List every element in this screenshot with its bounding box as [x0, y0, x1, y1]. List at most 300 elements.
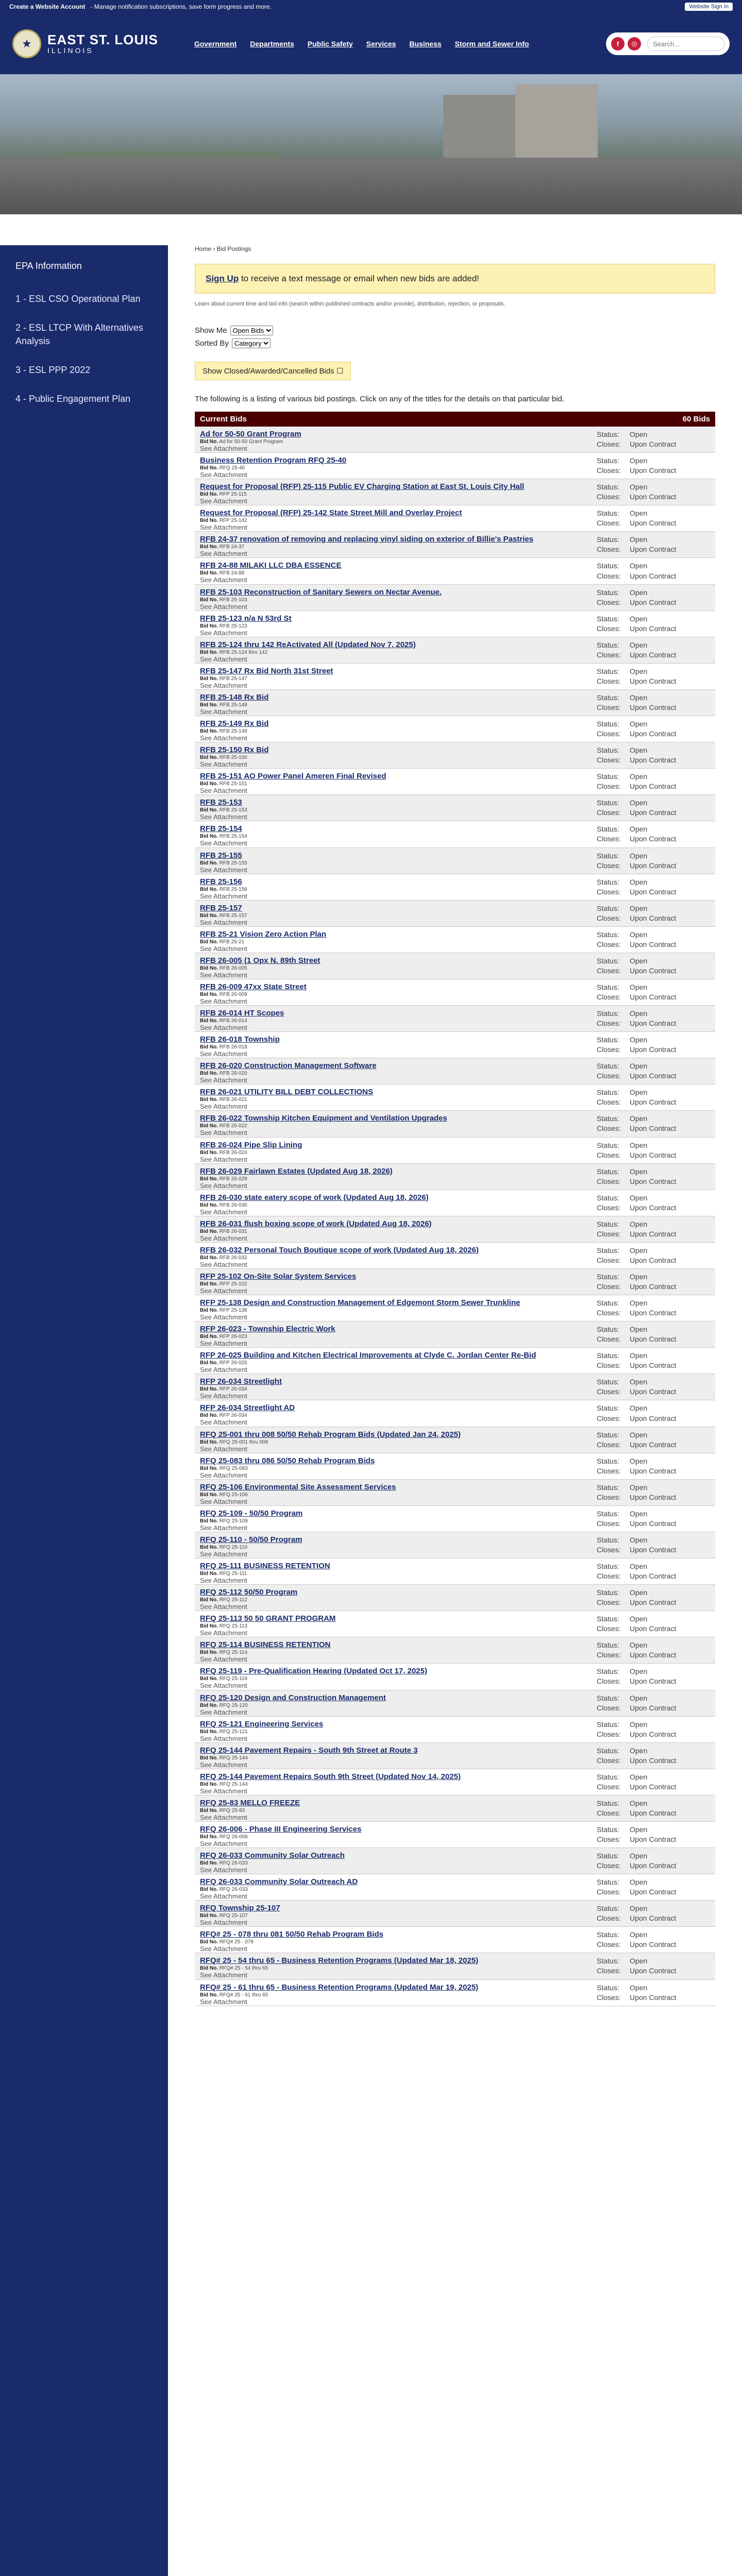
closes-label: Closes:	[597, 1203, 621, 1212]
see-attachment[interactable]: See Attachment	[200, 445, 247, 452]
bid-title-link[interactable]: RFP 26-023 - Township Electric Work	[200, 1325, 335, 1334]
closes-label: Closes:	[597, 1835, 621, 1844]
see-attachment[interactable]: See Attachment	[200, 1839, 247, 1848]
table-row	[195, 1506, 715, 1532]
status-label: Status:	[597, 720, 619, 728]
status-label: Status:	[597, 1983, 619, 1992]
table-row	[195, 742, 715, 769]
see-attachment[interactable]: See Attachment	[200, 971, 247, 979]
nav-departments[interactable]: Departments	[250, 40, 294, 48]
see-attachment[interactable]: See Attachment	[200, 997, 247, 1005]
bid-no-value: RFP 25-138	[219, 1308, 247, 1314]
bid-title-link[interactable]: RFB 26-020 Construction Management Software	[200, 1061, 377, 1071]
facebook-icon[interactable]: f	[611, 37, 625, 50]
table-row	[195, 1032, 715, 1058]
bids-table-header	[195, 412, 715, 427]
bid-title-link[interactable]: Request for Proposal (RFP) 25-115 Public EV Charging Station at East St. Louis City Hall	[200, 482, 525, 492]
see-attachment[interactable]: See Attachment	[200, 787, 247, 795]
sort-select[interactable]	[232, 338, 271, 348]
nav-storm-sewer[interactable]: Storm and Sewer Info	[454, 40, 529, 48]
bid-status	[597, 1588, 710, 1607]
see-attachment[interactable]: See Attachment	[200, 497, 247, 505]
site-header	[0, 13, 742, 74]
bid-title-link[interactable]: Ad for 50-50 Grant Program	[200, 430, 301, 438]
sidebar-title[interactable]: EPA Information	[15, 261, 82, 271]
bid-number	[200, 1281, 571, 1287]
bid-no-value: RFP 26-023	[219, 1334, 247, 1340]
sign-in-button[interactable]: Website Sign In	[685, 3, 733, 11]
see-attachment[interactable]: See Attachment	[200, 734, 247, 742]
see-attachment[interactable]: See Attachment	[200, 1103, 247, 1111]
bid-title-link[interactable]: RFQ 25-111 BUSINESS RETENTION	[200, 1562, 330, 1571]
bid-title-link[interactable]: RFB 25-103 Reconstruction of Sanitary Sewers on Nectar Avenue.	[200, 587, 442, 597]
bid-status	[597, 1377, 710, 1397]
see-attachment[interactable]: See Attachment	[200, 1603, 247, 1611]
table-row	[195, 1927, 715, 1953]
table-row	[195, 1480, 715, 1506]
bid-no-label: Bid No.	[200, 860, 218, 866]
status-value: Open	[630, 772, 648, 781]
bid-status	[597, 1851, 710, 1871]
see-attachment[interactable]: See Attachment	[200, 1471, 247, 1479]
table-row	[195, 479, 715, 505]
closes-value: Upon Contract	[630, 545, 677, 554]
closes-label: Closes:	[597, 1466, 621, 1475]
status-label: Status:	[597, 430, 619, 438]
bid-title-link[interactable]: RFQ 25-112 50/50 Program	[200, 1588, 298, 1597]
sidebar-item-ltcp[interactable]: 2 - ESL LTCP With Alternatives Analysis	[15, 323, 143, 346]
logo-city: EAST ST. LOUIS	[47, 32, 158, 47]
see-attachment[interactable]: See Attachment	[200, 1523, 247, 1532]
closes-value: Upon Contract	[630, 730, 677, 738]
see-attachment[interactable]: See Attachment	[200, 1866, 247, 1874]
bid-title-link[interactable]: RFQ 26-033 Community Solar Outreach	[200, 1851, 345, 1860]
bid-title-link[interactable]: Business Retention Program RFQ 25-40	[200, 456, 347, 465]
closes-value: Upon Contract	[630, 940, 677, 948]
see-attachment[interactable]: See Attachment	[200, 1418, 247, 1427]
closes-label: Closes:	[597, 940, 621, 948]
bid-status	[597, 1246, 710, 1265]
status-value: Open	[630, 1852, 648, 1860]
see-attachment[interactable]: See Attachment	[200, 1629, 247, 1637]
see-attachment[interactable]: See Attachment	[200, 1497, 247, 1505]
status-value: Open	[630, 1483, 648, 1492]
see-attachment[interactable]: See Attachment	[200, 576, 247, 584]
table-row	[195, 1980, 715, 2006]
bid-no-label: Bid No.	[200, 1281, 218, 1287]
bid-number	[200, 1386, 571, 1392]
bid-title-link[interactable]: RFQ 26-033 Community Solar Outreach AD	[200, 1877, 358, 1887]
bid-no-value: RFQ 25-121	[219, 1728, 248, 1735]
see-attachment[interactable]: See Attachment	[200, 944, 247, 953]
see-attachment[interactable]: See Attachment	[200, 866, 247, 874]
bid-title-link[interactable]: RFQ 25-110 - 50/50 Program	[200, 1535, 302, 1544]
bid-no-value: RFP 26-034	[219, 1386, 247, 1393]
bid-no-value: RFP 25-142	[219, 518, 247, 524]
bid-status	[597, 1061, 710, 1081]
see-attachment[interactable]: See Attachment	[200, 760, 247, 769]
status-label: Status:	[597, 746, 619, 755]
bid-number	[200, 439, 571, 445]
bid-title-link[interactable]: RFB 26-032 Personal Touch Boutique scope of work (Updated Aug 18, 2026)	[200, 1245, 479, 1255]
status-value: Open	[630, 720, 648, 728]
closes-value: Upon Contract	[630, 493, 677, 501]
nav-services[interactable]: Services	[366, 40, 396, 48]
bid-no-label: Bid No.	[200, 649, 218, 655]
bid-no-value: RFQ# 25 - 54 thru 65	[219, 1965, 268, 1972]
see-attachment[interactable]: See Attachment	[200, 1734, 247, 1742]
bid-title-link[interactable]: RFB 25-155	[200, 851, 242, 860]
bid-title-link[interactable]: RFQ 25-83 MELLO FREEZE	[200, 1798, 300, 1807]
bid-title-link[interactable]: RFP 25-138 Design and Construction Management of Edgemont Storm Sewer Trunkline	[200, 1298, 520, 1308]
see-attachment[interactable]: See Attachment	[200, 1155, 247, 1163]
see-attachment[interactable]: See Attachment	[200, 1340, 247, 1348]
bid-title-link[interactable]: RFB 26-018 Township	[200, 1035, 280, 1044]
status-label: Status:	[597, 614, 619, 623]
bid-no-label: Bid No.	[200, 1492, 218, 1498]
show-closed-checkbox[interactable]	[195, 362, 351, 380]
bid-title-link[interactable]: RFB 26-014 HT Scopes	[200, 1009, 284, 1018]
see-attachment[interactable]: See Attachment	[200, 1076, 247, 1084]
bid-number	[200, 518, 571, 523]
table-row	[195, 1111, 715, 1137]
bid-title-link[interactable]: RFB 25-148 Rx Bid	[200, 692, 269, 702]
closes-value: Upon Contract	[630, 861, 677, 870]
see-attachment[interactable]: See Attachment	[200, 1550, 247, 1558]
bid-number	[200, 1518, 571, 1524]
sidebar	[0, 245, 168, 2576]
closes-label: Closes:	[597, 519, 621, 528]
bid-no-label: Bid No.	[200, 1939, 218, 1945]
bid-title-link[interactable]: RFQ 26-006 - Phase III Engineering Services	[200, 1824, 362, 1834]
bid-title-link[interactable]: RFQ 25-121 Engineering Services	[200, 1719, 324, 1728]
bid-number	[200, 1229, 571, 1234]
see-attachment[interactable]: See Attachment	[200, 1760, 247, 1769]
see-attachment[interactable]: See Attachment	[200, 602, 247, 611]
status-label: Status:	[597, 1615, 619, 1623]
bid-status	[597, 956, 710, 976]
breadcrumb[interactable]: Home › Bid Postings	[195, 245, 251, 252]
bid-title-link[interactable]: RFQ 25-083 thru 086 50/50 Rehab Program Bids	[200, 1456, 375, 1465]
bid-title-link[interactable]: RFB 26-030 state eatery scope of work (Updated Aug 18, 2026)	[200, 1193, 429, 1202]
site-logo[interactable]	[12, 29, 158, 58]
table-row	[195, 821, 715, 848]
see-attachment[interactable]: See Attachment	[200, 1655, 247, 1664]
status-label: Status:	[597, 1430, 619, 1439]
bid-title-link[interactable]: RFB 25-153	[200, 798, 242, 807]
closes-value: Upon Contract	[630, 1493, 677, 1501]
status-label: Status:	[597, 1351, 619, 1360]
see-attachment[interactable]: See Attachment	[200, 471, 247, 479]
bid-no-label: Bid No.	[200, 1965, 218, 1972]
bid-title-link[interactable]: RFQ 25-113 50 50 GRANT PROGRAM	[200, 1614, 336, 1623]
table-row	[195, 1321, 715, 1348]
bid-number	[200, 939, 571, 945]
bid-title-link[interactable]: RFB 26-005 (1 Opx N. 89th Street	[200, 956, 321, 965]
see-attachment[interactable]: See Attachment	[200, 1971, 247, 1979]
sidebar-item-cso-plan[interactable]: 1 - ESL CSO Operational Plan	[15, 294, 141, 304]
bid-no-label: Bid No.	[200, 1728, 218, 1735]
bid-number	[200, 1913, 571, 1919]
see-attachment[interactable]: See Attachment	[200, 1892, 247, 1901]
bid-no-value: RFB 25-156	[219, 886, 247, 892]
bid-number	[200, 1545, 571, 1550]
create-account-link[interactable]: Create a Website Account	[9, 3, 86, 10]
closes-label: Closes:	[597, 650, 621, 659]
see-attachment[interactable]: See Attachment	[200, 918, 247, 926]
bid-title-link[interactable]: RFB 25-151 AO Power Panel Ameren Final Revised	[200, 772, 386, 781]
see-attachment[interactable]: See Attachment	[200, 550, 247, 558]
bid-no-label: Bid No.	[200, 807, 218, 814]
see-attachment[interactable]: See Attachment	[200, 1313, 247, 1321]
see-attachment[interactable]: See Attachment	[200, 1129, 247, 1137]
status-label: Status:	[597, 1825, 619, 1834]
closes-label: Closes:	[597, 1177, 621, 1185]
status-label: Status:	[597, 904, 619, 912]
see-attachment[interactable]: See Attachment	[200, 1445, 247, 1453]
bid-title-link[interactable]: RFB 25-150 Rx Bid	[200, 745, 269, 755]
status-value: Open	[630, 1167, 648, 1176]
bid-no-value: RFB 26-029	[219, 1176, 247, 1182]
status-label: Status:	[597, 1483, 619, 1492]
bid-title-link[interactable]: RFB 25-147 Rx Bid North 31st Street	[200, 666, 333, 675]
bid-status	[597, 1035, 710, 1055]
bid-status	[597, 1114, 710, 1133]
table-row	[195, 1243, 715, 1269]
closes-value: Upon Contract	[630, 1545, 677, 1554]
bid-title-link[interactable]: RFB 25-156	[200, 877, 242, 886]
see-attachment[interactable]: See Attachment	[200, 813, 247, 821]
bid-title-link[interactable]: RFQ 25-001 thru 008 50/50 Rehab Program Bids (Updated Jan 24, 2025)	[200, 1430, 461, 1439]
signup-link[interactable]: Sign Up	[206, 274, 239, 283]
bid-no-label: Bid No.	[200, 1308, 218, 1314]
closes-label: Closes:	[597, 1361, 621, 1370]
see-attachment[interactable]: See Attachment	[200, 707, 247, 716]
checkbox-icon[interactable]: ☐	[336, 367, 344, 376]
bid-status	[597, 1298, 710, 1318]
bid-title-link[interactable]: RFP 26-034 Streetlight	[200, 1377, 282, 1386]
show-select[interactable]	[230, 326, 273, 335]
closes-value: Upon Contract	[630, 1940, 677, 1949]
bid-title-link[interactable]: RFP 26-025 Building and Kitchen Electrical Improvements at Clyde C. Jordan Center Re-Bid	[200, 1351, 536, 1360]
bid-no-label: Bid No.	[200, 570, 218, 577]
closes-label: Closes:	[597, 1414, 621, 1422]
bid-title-link[interactable]: RFB 25-124 thru 142 ReActivated All (Updated Nov 7, 2025)	[200, 640, 416, 649]
bid-title-link[interactable]: RFB 25-154	[200, 824, 242, 834]
closes-label: Closes:	[597, 1150, 621, 1159]
bids-list	[195, 427, 715, 2006]
closes-value: Upon Contract	[630, 1256, 677, 1264]
status-value: Open	[630, 1456, 648, 1465]
see-attachment[interactable]: See Attachment	[200, 1366, 247, 1374]
bid-title-link[interactable]: RFB 24-37 renovation of removing and replacing vinyl siding on exterior of Billie's Pastries	[200, 535, 534, 544]
bid-no-value: RFB 25-147	[219, 675, 247, 682]
bid-no-value: RFQ 25-083	[219, 1465, 248, 1471]
see-attachment[interactable]: See Attachment	[200, 1287, 247, 1295]
closes-value: Upon Contract	[630, 1466, 677, 1475]
bid-title-link[interactable]: RFQ# 25 - 54 thru 65 - Business Retention Programs (Updated Mar 18, 2025)	[200, 1956, 479, 1965]
bid-no-value: RFB 26-024	[219, 1149, 247, 1156]
bid-status	[597, 430, 710, 449]
table-row	[195, 1637, 715, 1664]
see-attachment[interactable]: See Attachment	[200, 1050, 247, 1058]
bid-title-link[interactable]: RFB 26-022 Township Kitchen Equipment and Ventilation Upgrades	[200, 1114, 447, 1123]
bid-title-link[interactable]: RFQ 25-144 Pavement Repairs South 9th Street (Updated Nov 14, 2025)	[200, 1772, 461, 1781]
see-attachment[interactable]: See Attachment	[200, 655, 247, 663]
see-attachment[interactable]: See Attachment	[200, 1919, 247, 1927]
bid-status	[597, 509, 710, 528]
bid-title-link[interactable]: RFQ 25-109 - 50/50 Program	[200, 1509, 303, 1518]
search-input[interactable]	[647, 37, 724, 51]
bid-no-value: RFP 25-102	[219, 1281, 247, 1287]
bid-status	[597, 1272, 710, 1292]
bid-number	[200, 1965, 571, 1971]
see-attachment[interactable]: See Attachment	[200, 1181, 247, 1190]
see-attachment[interactable]: See Attachment	[200, 629, 247, 637]
bid-no-value: RFB 26-005	[219, 965, 247, 971]
bid-title-link[interactable]: RFQ 25-120 Design and Construction Management	[200, 1693, 386, 1702]
see-attachment[interactable]: See Attachment	[200, 1260, 247, 1268]
table-row	[195, 1848, 715, 1874]
closes-value: Upon Contract	[630, 835, 677, 843]
see-attachment[interactable]: See Attachment	[200, 892, 247, 900]
status-label: Status:	[597, 851, 619, 860]
bid-title-link[interactable]: RFB 26-009 47xx State Street	[200, 982, 307, 991]
status-value: Open	[630, 1009, 648, 1018]
signup-text: to receive a text message or email when new bids are added!	[239, 274, 480, 283]
bid-number	[200, 1413, 571, 1418]
see-attachment[interactable]: See Attachment	[200, 1708, 247, 1716]
nav-government[interactable]: Government	[194, 40, 237, 48]
sidebar-item-ppp[interactable]: 3 - ESL PPP 2022	[15, 365, 91, 375]
bid-number	[200, 1492, 571, 1498]
table-row	[195, 505, 715, 532]
table-row	[195, 1084, 715, 1111]
bid-status	[597, 1956, 710, 1976]
closes-label: Closes:	[597, 1703, 621, 1712]
bid-no-label: Bid No.	[200, 781, 218, 787]
bid-title-link[interactable]: RFQ 25-114 BUSINESS RETENTION	[200, 1640, 331, 1650]
closes-label: Closes:	[597, 1756, 621, 1765]
nav-public-safety[interactable]: Public Safety	[307, 40, 353, 48]
closes-label: Closes:	[597, 913, 621, 922]
status-label: Status:	[597, 667, 619, 675]
bid-status	[597, 1456, 710, 1476]
status-label: Status:	[597, 1088, 619, 1097]
bid-no-value: RFB 25-123	[219, 623, 247, 629]
bid-status	[597, 1009, 710, 1028]
see-attachment[interactable]: See Attachment	[200, 839, 247, 848]
see-attachment[interactable]: See Attachment	[200, 1024, 247, 1032]
bid-status	[597, 561, 710, 581]
bid-status	[597, 772, 710, 791]
bid-title-link[interactable]: RFP 25-102 On-Site Solar System Services	[200, 1272, 357, 1281]
closes-value: Upon Contract	[630, 1124, 677, 1133]
bid-no-value: RFB 25-150	[219, 755, 247, 761]
see-attachment[interactable]: See Attachment	[200, 1997, 247, 2006]
bid-status	[597, 1825, 710, 1844]
bid-title-link[interactable]: RFB 24-88 MILAKI LLC DBA ESSENCE	[200, 561, 342, 570]
status-value: Open	[630, 851, 648, 860]
bid-title-link[interactable]: RFB 25-123 n/a N 53rd St	[200, 614, 292, 623]
status-value: Open	[630, 1746, 648, 1755]
see-attachment[interactable]: See Attachment	[200, 1392, 247, 1400]
bid-title-link[interactable]: RFB 25-21 Vision Zero Action Plan	[200, 929, 327, 939]
bid-title-link[interactable]: RFQ# 25 - 61 thru 65 - Business Retention Programs (Updated Mar 19, 2025)	[200, 1982, 479, 1992]
bid-title-link[interactable]: RFB 26-031 flush boxing scope of work (Updated Aug 18, 2026)	[200, 1219, 432, 1228]
bid-no-label: Bid No.	[200, 702, 218, 708]
status-value: Open	[630, 956, 648, 965]
table-row	[195, 453, 715, 479]
bid-title-link[interactable]: Request for Proposal (RFP) 25-142 State Street Mill and Overlay Project	[200, 509, 462, 518]
bid-title-link[interactable]: RFB 26-024 Pipe Slip Lining	[200, 1140, 302, 1149]
social-search	[606, 32, 730, 55]
see-attachment[interactable]: See Attachment	[200, 1208, 247, 1216]
bid-no-label: Bid No.	[200, 1149, 218, 1156]
bid-title-link[interactable]: RFQ 25-144 Pavement Repairs - South 9th Street at Route 3	[200, 1745, 418, 1755]
closes-value: Upon Contract	[630, 1861, 677, 1870]
bid-no-label: Bid No.	[200, 675, 218, 682]
table-row	[195, 1717, 715, 1743]
bid-title-link[interactable]: RFQ# 25 - 078 thru 081 50/50 Rehab Program Bids	[200, 1930, 383, 1939]
see-attachment[interactable]: See Attachment	[200, 1234, 247, 1242]
bid-no-value: RFQ 25-40	[219, 465, 245, 471]
bid-title-link[interactable]: RFB 25-149 Rx Bid	[200, 719, 269, 728]
see-attachment[interactable]: See Attachment	[200, 1945, 247, 1953]
see-attachment[interactable]: See Attachment	[200, 681, 247, 689]
bid-no-label: Bid No.	[200, 1439, 218, 1445]
bid-no-label: Bid No.	[200, 1781, 218, 1787]
see-attachment[interactable]: See Attachment	[200, 1577, 247, 1585]
closes-value: Upon Contract	[630, 1782, 677, 1791]
status-value: Open	[630, 1772, 648, 1781]
bid-title-link[interactable]: RFB 25-157	[200, 903, 242, 912]
hero-image	[0, 74, 742, 214]
table-row	[195, 558, 715, 584]
table-row	[195, 1427, 715, 1453]
bid-number	[200, 1623, 571, 1629]
sidebar-item-engagement[interactable]: 4 - Public Engagement Plan	[15, 394, 131, 404]
see-attachment[interactable]: See Attachment	[200, 1813, 247, 1821]
status-value: Open	[630, 509, 648, 518]
see-attachment[interactable]: See Attachment	[200, 1787, 247, 1795]
bid-status	[597, 877, 710, 897]
bids-table-title: Current Bids	[200, 415, 247, 423]
status-label: Status:	[597, 799, 619, 807]
bid-title-link[interactable]: RFB 26-021 UTILITY BILL DEBT COLLECTIONS	[200, 1088, 374, 1097]
bid-status	[597, 982, 710, 1002]
bid-no-value: RFQ# 25 - 61 thru 65	[219, 1992, 268, 1998]
bid-number	[200, 1939, 571, 1945]
closes-label: Closes:	[597, 1782, 621, 1791]
instagram-icon[interactable]: ◎	[628, 37, 641, 50]
city-seal-icon: ★	[12, 29, 41, 58]
bid-title-link[interactable]: RFB 26-029 Fairlawn Estates (Updated Aug 18, 2026)	[200, 1166, 393, 1176]
status-value: Open	[630, 1430, 648, 1439]
bid-title-link[interactable]: RFQ 25-106 Environmental Site Assessment Services	[200, 1482, 396, 1492]
status-label: Status:	[597, 1378, 619, 1386]
closes-label: Closes:	[597, 1229, 621, 1238]
sort-label: Sorted By	[195, 339, 229, 348]
see-attachment[interactable]: See Attachment	[200, 1682, 247, 1690]
bid-title-link[interactable]: RFP 26-034 Streetlight AD	[200, 1403, 295, 1413]
nav-business[interactable]: Business	[409, 40, 442, 48]
bid-title-link[interactable]: RFQ 25-119 - Pre-Qualification Hearing (Updated Oct 17, 2025)	[200, 1667, 427, 1676]
see-attachment[interactable]: See Attachment	[200, 523, 247, 532]
show-closed-label: Show Closed/Awarded/Cancelled Bids	[203, 367, 334, 376]
table-row	[195, 927, 715, 953]
bid-title-link[interactable]: RFQ Township 25-107	[200, 1904, 280, 1913]
